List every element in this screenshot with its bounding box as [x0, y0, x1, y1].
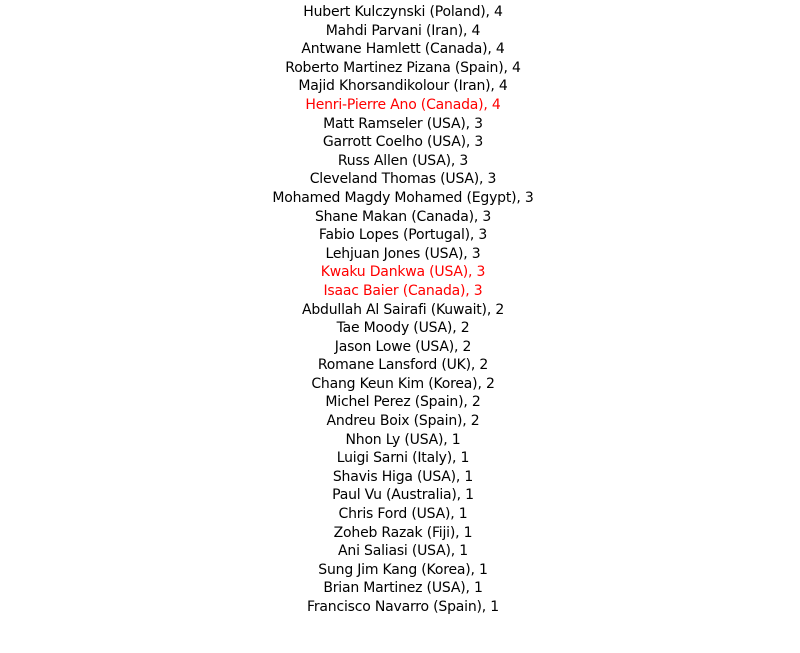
- list-item: Garrott Coelho (USA), 3: [322, 134, 484, 151]
- list-item: Luigi Sarni (Italy), 1: [336, 450, 470, 467]
- list-item: Russ Allen (USA), 3: [337, 152, 469, 169]
- list-item-highlighted: Isaac Baier (Canada), 3: [323, 282, 483, 299]
- list-item: Shane Makan (Canada), 3: [314, 208, 492, 225]
- ranking-list: [0, 3, 800, 617]
- list-item: Sung Jim Kang (Korea), 1: [318, 561, 488, 578]
- list-item: Abdullah Al Sairafi (Kuwait), 2: [301, 301, 505, 318]
- list-item: Chang Keun Kim (Korea), 2: [311, 375, 495, 392]
- list-item: Lehjuan Jones (USA), 3: [325, 245, 481, 262]
- list-item: Paul Vu (Australia), 1: [332, 487, 474, 504]
- list-item: Shavis Higa (USA), 1: [332, 468, 474, 485]
- list-item: Majid Khorsandikolour (Iran), 4: [298, 78, 508, 95]
- list-item: Mahdi Parvani (Iran), 4: [325, 22, 481, 39]
- list-item: Romane Lansford (UK), 2: [317, 357, 489, 374]
- list-item: Antwane Hamlett (Canada), 4: [301, 41, 505, 58]
- list-item: Zoheb Razak (Fiji), 1: [333, 524, 473, 541]
- list-item: Brian Martinez (USA), 1: [323, 580, 483, 597]
- list-item: Hubert Kulczynski (Poland), 4: [303, 4, 503, 20]
- list-item: Mohamed Magdy Mohamed (Egypt), 3: [272, 189, 534, 206]
- list-item: Nhon Ly (USA), 1: [345, 431, 461, 448]
- list-item: Roberto Martinez Pizana (Spain), 4: [285, 59, 521, 76]
- list-item: Chris Ford (USA), 1: [338, 506, 468, 523]
- list-item: Michel Perez (Spain), 2: [325, 394, 481, 411]
- list-item: Francisco Navarro (Spain), 1: [307, 599, 499, 615]
- list-item: Jason Lowe (USA), 2: [334, 338, 472, 355]
- list-item-highlighted: Kwaku Dankwa (USA), 3: [320, 264, 486, 281]
- list-item: Matt Ramseler (USA), 3: [323, 115, 483, 132]
- list-item: Tae Moody (USA), 2: [336, 320, 470, 337]
- list-item: Andreu Boix (Spain), 2: [326, 413, 480, 430]
- list-item: Fabio Lopes (Portugal), 3: [318, 227, 488, 244]
- list-item: Cleveland Thomas (USA), 3: [309, 171, 497, 188]
- list-item-highlighted: Henri-Pierre Ano (Canada), 4: [305, 96, 501, 113]
- list-item: Ani Saliasi (USA), 1: [338, 543, 468, 560]
